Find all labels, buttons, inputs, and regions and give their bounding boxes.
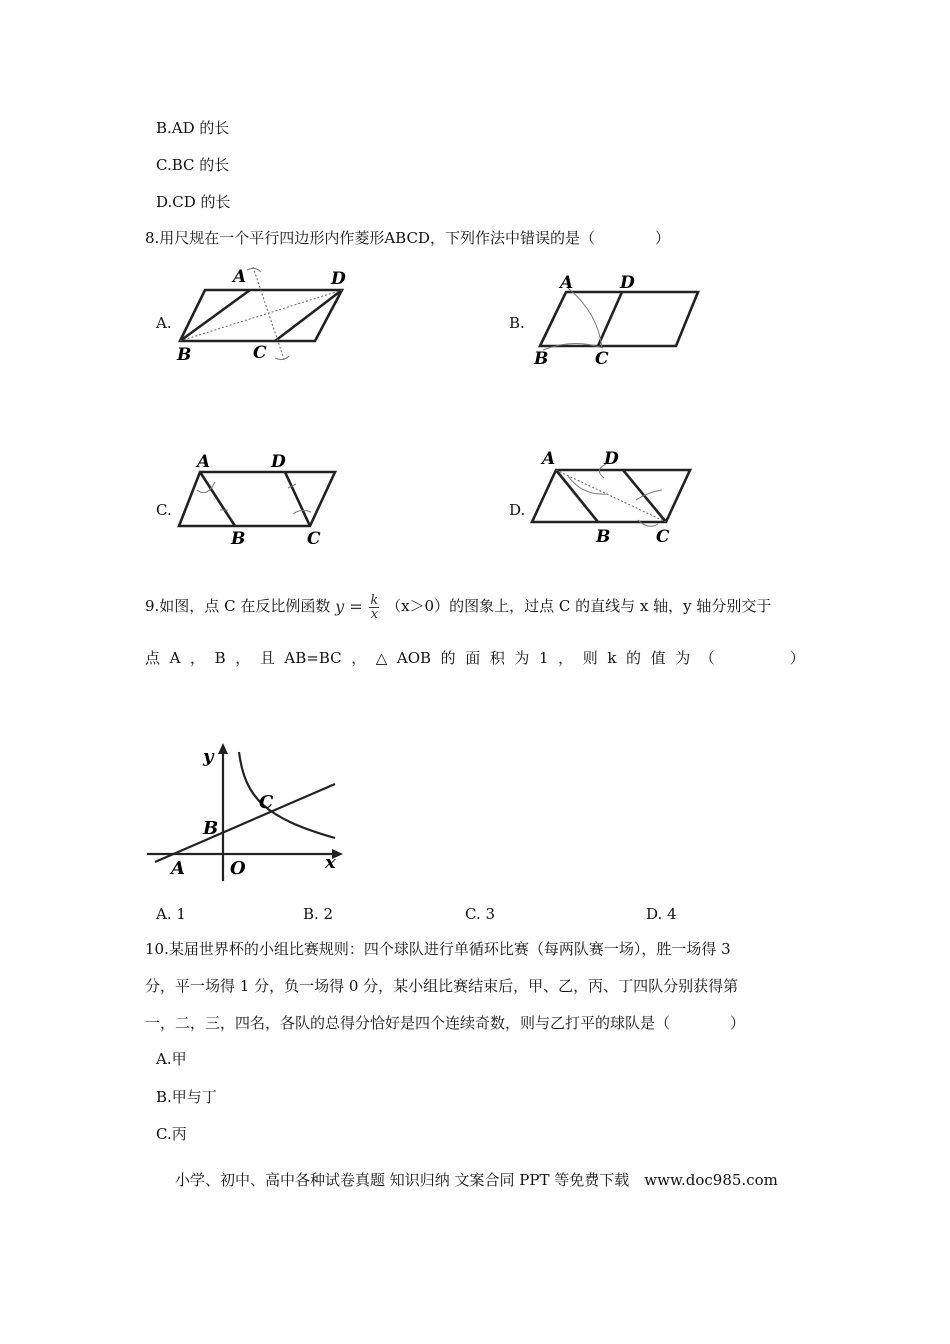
q9-token: 1 [539,649,549,667]
q10-stem-line2: 分，平一场得 1 分，负一场得 0 分，某小组比赛结束后，甲、乙，丙、丁四队分别获得第 [145,977,739,995]
q9-stem-part1: 9.如图，点 C 在反比例函数 [145,597,331,615]
graph-label-a: A [171,858,185,879]
q8-figure-a [175,262,355,367]
graph-label-b: B [203,818,219,839]
q9-token: AB=BC [284,649,342,667]
graph-label-c: C [259,792,274,813]
fig-c-label-b: B [231,529,246,549]
fig-a-label-d: D [331,269,346,289]
q9-stem-line2 [145,648,805,668]
q9-formula-y: y = [335,597,363,616]
q9-token: （ ） [699,649,805,667]
q10-stem-line3: 一，二，三，四名，各队的总得分恰好是四个连续奇数，则与乙打平的球队是（ ） [145,1014,746,1032]
q8-figure-d [528,446,698,550]
q8-option-d-label: D. [509,501,526,519]
q9-token: 的 [440,649,456,667]
fig-a-label-c: C [253,343,267,363]
q9-formula-fraction [369,594,379,621]
q9-formula-numerator: k [370,592,379,608]
q9-option-a: A. 1 [156,905,186,923]
q7-option-b: B.AD 的长 [156,119,230,137]
q9-token: △ [375,649,388,667]
fig-d-label-d: D [604,449,619,469]
q9-option-c: C. 3 [465,905,496,923]
q10-option-a: A.甲 [156,1050,187,1068]
q9-token: 为 [675,649,691,667]
q8-stem: 8.用尺规在一个平行四边形内作菱形ABCD，下列作法中错误的是（ ） [145,229,670,247]
q9-stem-line1 [145,591,771,622]
fig-c-label-a: A [197,452,211,472]
q9-option-d: D. 4 [646,905,677,923]
q8-option-c-label: C. [156,501,172,519]
q9-token: k [607,649,617,667]
q8-figure-c [175,450,340,550]
q9-token: 积 [489,649,505,667]
q9-token: 值 [650,649,666,667]
q9-token: A [169,649,181,667]
fig-b-label-d: D [620,273,635,293]
q7-option-d: D.CD 的长 [156,193,231,211]
fig-d-label-c: C [656,527,670,547]
q10-option-c: C.丙 [156,1125,187,1143]
q9-option-b: B. 2 [303,905,334,923]
fig-a-label-a: A [233,267,247,287]
fig-c-label-c: C [307,529,321,549]
fig-a-label-b: B [177,345,192,365]
q9-token: 且 [259,649,275,667]
q9-token: 点 [145,649,161,667]
graph-label-o: O [230,858,246,879]
q9-token: 则 [582,649,598,667]
q9-token: 为 [514,649,530,667]
q9-graph [145,738,350,883]
q9-formula-denominator: x [370,606,379,622]
graph-label-y: y [203,746,214,767]
fig-d-label-a: A [542,449,556,469]
fig-c-label-d: D [271,452,286,472]
q9-token: ， [190,649,206,667]
graph-label-x: x [325,852,336,873]
q9-token: 面 [465,649,481,667]
q9-token: 的 [626,649,642,667]
q9-token: ， [558,649,574,667]
q10-option-b: B.甲与丁 [156,1088,217,1106]
fig-b-label-c: C [595,349,609,368]
q9-token: ， [235,649,251,667]
q7-option-c: C.BC 的长 [156,156,230,174]
q10-stem-line1: 10.某届世界杯的小组比赛规则：四个球队进行单循环比赛（每两队赛一场），胜一场得 3 [145,940,731,958]
q8-figure-b [528,268,708,368]
fig-d-label-b: B [596,527,611,547]
page-footer: 小学、初中、高中各种试卷真题 知识归纳 文案合同 PPT 等免费下载 www.doc985.com [175,1171,778,1189]
q9-token: ， [351,649,367,667]
fig-b-label-a: A [560,273,574,293]
q8-option-a-label: A. [156,314,172,332]
q8-option-b-label: B. [509,314,525,332]
q9-stem-part2: （x＞0）的图象上，过点 C 的直线与 x 轴，y 轴分别交于 [386,597,772,615]
q9-token: B [214,649,226,667]
q9-token: AOB [396,649,432,667]
fig-b-label-b: B [534,349,549,368]
